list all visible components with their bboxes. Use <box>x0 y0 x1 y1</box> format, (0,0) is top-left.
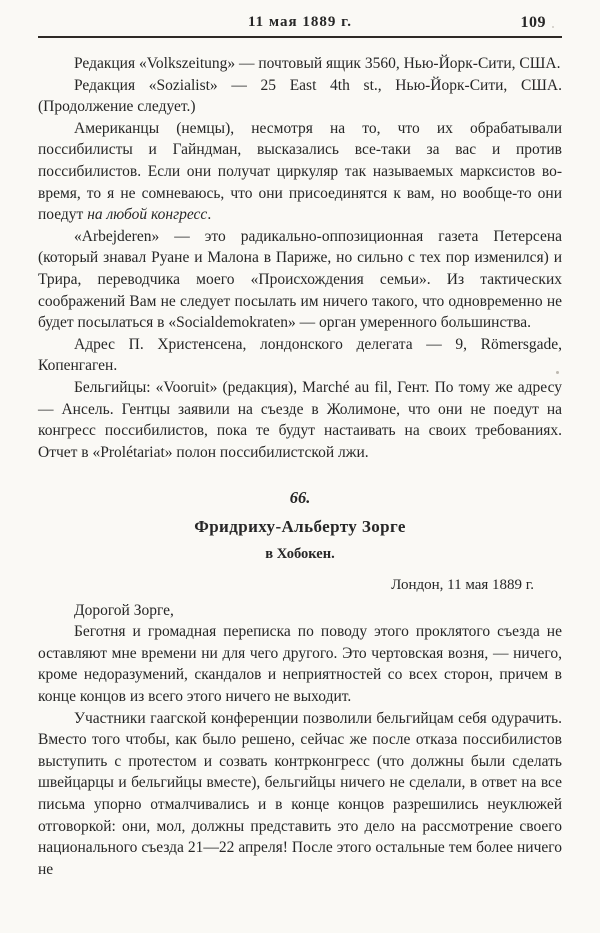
paragraph: Редакция «Sozialist» — 25 East 4th st., Нью-Йорк-Сити, США. (Продолжение следует.) <box>38 76 562 116</box>
header-date: 11 мая 1889 г. <box>247 14 353 30</box>
paragraph: Участники гаагской конференции позволили бельгийцам себя одурачить. Вместо того чтобы, как было решено, сейчас же после отказа поссибилистов выступить с протестом и созвать контрконгресс (что должны были сделать швейцарцы и бельгийцы вместе), бельгийцы ничего не сделали, в ответ на все письма упорно отмалчивались и в конце концов разрешились неуклюжей отговоркой: они, мол, должны представить это дело на рассмотрение своего национального съезда 21—22 апреля! После этого остальные тем более ничего не <box>38 709 562 878</box>
letter-heading <box>38 487 562 596</box>
letter-salutation: Дорогой Зорге, <box>74 601 174 619</box>
letter-location: в Хобокен. <box>265 546 335 563</box>
header-rule <box>38 36 562 38</box>
page-content <box>38 14 562 880</box>
paragraph: Адрес П. Христенсена, лондонского делегата — 9, Römersgade, Копенгаген. <box>38 335 562 375</box>
paragraph: «Arbejderen» — это радикально-оппозиционная газета Петерсена (который знавал Руане и Малона в Париже, но сильно с тех пор изменился) и Трира, переводчика моего «Происхождения семьи». Из тактических соображений Вам не следует посылать им ничего такого, что одновременно не будет посылаться в «Socialdemokraten» — орган умеренного большинства. <box>38 227 562 332</box>
paragraph: Бельгийцы: «Vooruit» (редакция), Marché au fil, Гент. По тому же адресу — Ансель. Гентцы заявили на съезде в Жолимоне, что они не поедут на конгресс поссибилистов, пока те будут настаивать на своих требованиях. Отчет в «Prolétariat» полон поссибилистской лжи. <box>38 378 562 461</box>
letter-addressee: Фридриху-Альберту Зорге <box>194 516 406 536</box>
running-header <box>38 14 562 34</box>
page-number: 109 <box>520 14 546 31</box>
intro-paragraphs <box>38 53 562 463</box>
letter-paragraphs <box>38 621 562 880</box>
paragraph: Редакция «Volkszeitung» — почтовый ящик 3560, Нью-Йорк-Сити, США. <box>74 55 561 72</box>
paragraph: Беготня и громадная переписка по поводу этого проклятого съезда не оставляют мне времени ни для чего другого. Это чертовская возня, — ничего, кроме недоразумений, скандалов и неприятностей со всех сторон, причем в конце концов из всего этого ничего не выходит. <box>38 623 562 706</box>
letter-dateline: Лондон, 11 мая 1889 г. <box>391 577 534 594</box>
letter-number: 66. <box>289 488 311 508</box>
page-body <box>38 53 562 880</box>
paragraph: Американцы (немцы), несмотря на то, что их обрабатывали поссибилисты и Гайндман, высказались все-таки за вас и против поссибилистов. Если они получат циркуляр так называемых марксистов во-время, то я не сомневаюсь, что они присоединятся к вам, но вообще-то они поедут на любой конгресс. <box>38 119 562 224</box>
